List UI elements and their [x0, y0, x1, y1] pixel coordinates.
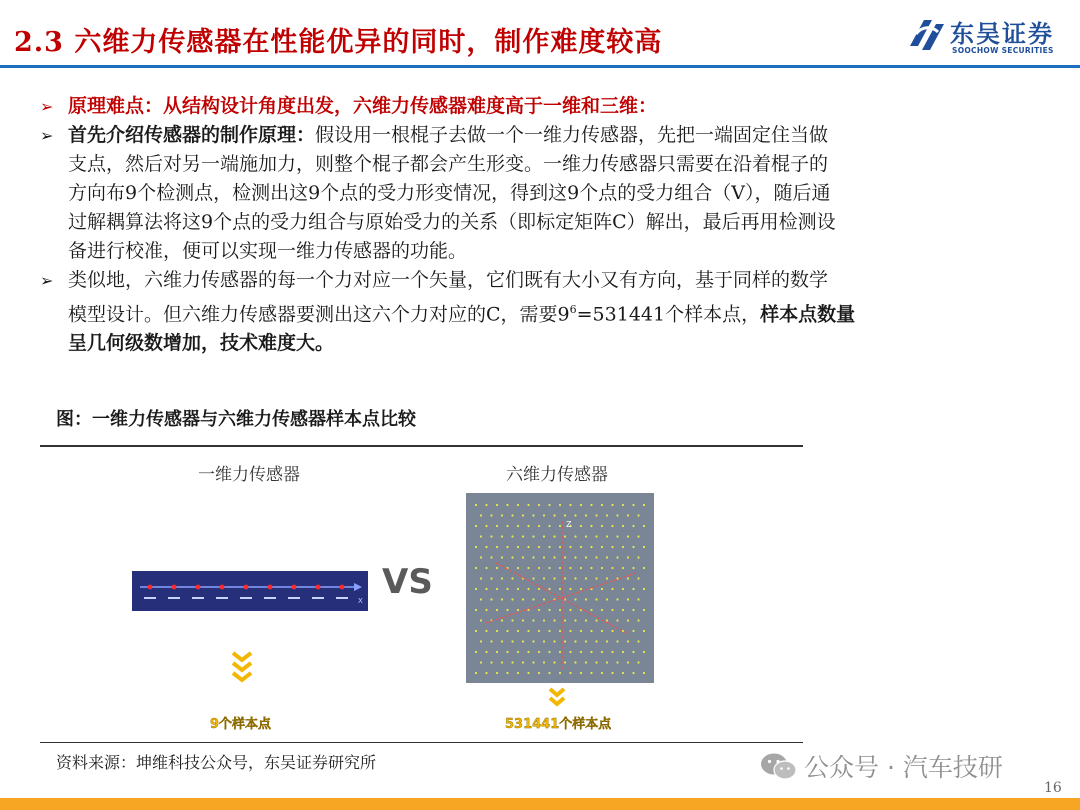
arrow-bullet-icon: ➢: [40, 97, 54, 116]
bullet-principle: ➢ 首先介绍传感器的制作原理：假设用一根棍子去做一个一维力传感器，先把一端固定住当做 支点，然后对另一端施加力，则整个棍子都会产生形变。一维力传感器只需要在沿着棍子的 方向布9个检测点，检测出这9个点的受力形变情况，得到这9个点的受力组合（V），随后通 过解耦算法将这9个点的受力组合与原始受力的关系（即标定矩阵C）解出，最后再用检测设 备进行校准，便可以实现一维力传感器的功能。: [40, 121, 1040, 266]
logo-english-name: SOOCHOW SECURITIES: [952, 46, 1054, 55]
svg-text:Z: Z: [566, 520, 572, 529]
arrow-bullet-icon: ➢: [40, 126, 54, 145]
source-note: 资料来源：坤维科技公众号，东吴证券研究所: [56, 753, 377, 772]
soochow-logo-icon: [906, 16, 946, 54]
one-axis-sample-bar: [132, 571, 368, 611]
logo-chinese-name: 东吴证券: [950, 20, 1054, 48]
down-arrow-icon: [547, 686, 567, 710]
wechat-icon: [760, 752, 798, 782]
arrow-bullet-icon: ➢: [40, 271, 54, 290]
six-axis-sample-count: 531441个样本点: [505, 717, 612, 732]
svg-text:X: X: [358, 597, 363, 605]
one-axis-title: 一维力传感器: [198, 465, 300, 485]
bullet-six-axis: ➢ 类似地，六维力传感器的每一个力对应一个矢量，它们既有大小又有方向，基于同样的数学 模型设计。但六维力传感器要测出这六个力对应的C，需要$9^6=531441$个样本点，样本点数量 呈几何级数增加，技术难度大。: [40, 266, 1040, 358]
bullet-principle-difficulty: ➢ 原理难点：从结构设计角度出发，六维力传感器难度高于一维和三维：: [40, 92, 1040, 121]
bottom-accent-bar: [0, 798, 1080, 810]
six-axis-title: 六维力传感器: [506, 465, 608, 485]
page-number: 16: [1044, 780, 1062, 796]
six-axis-sample-cube: [466, 493, 654, 683]
bullet-list: [40, 92, 1040, 358]
figure-caption: 图：一维力传感器与六维力传感器样本点比较: [56, 409, 416, 430]
slide-title: 2.3 六维力传感器在性能优异的同时，制作难度较高: [14, 27, 663, 58]
header-divider: [0, 65, 1080, 68]
versus-label: VS: [382, 562, 433, 602]
brand-logo: [906, 16, 1066, 58]
one-axis-sample-count: 9个样本点: [210, 717, 272, 732]
figure-bottom-rule: [40, 742, 803, 743]
figure-top-rule: [40, 445, 803, 447]
down-arrow-icon: [230, 650, 254, 686]
